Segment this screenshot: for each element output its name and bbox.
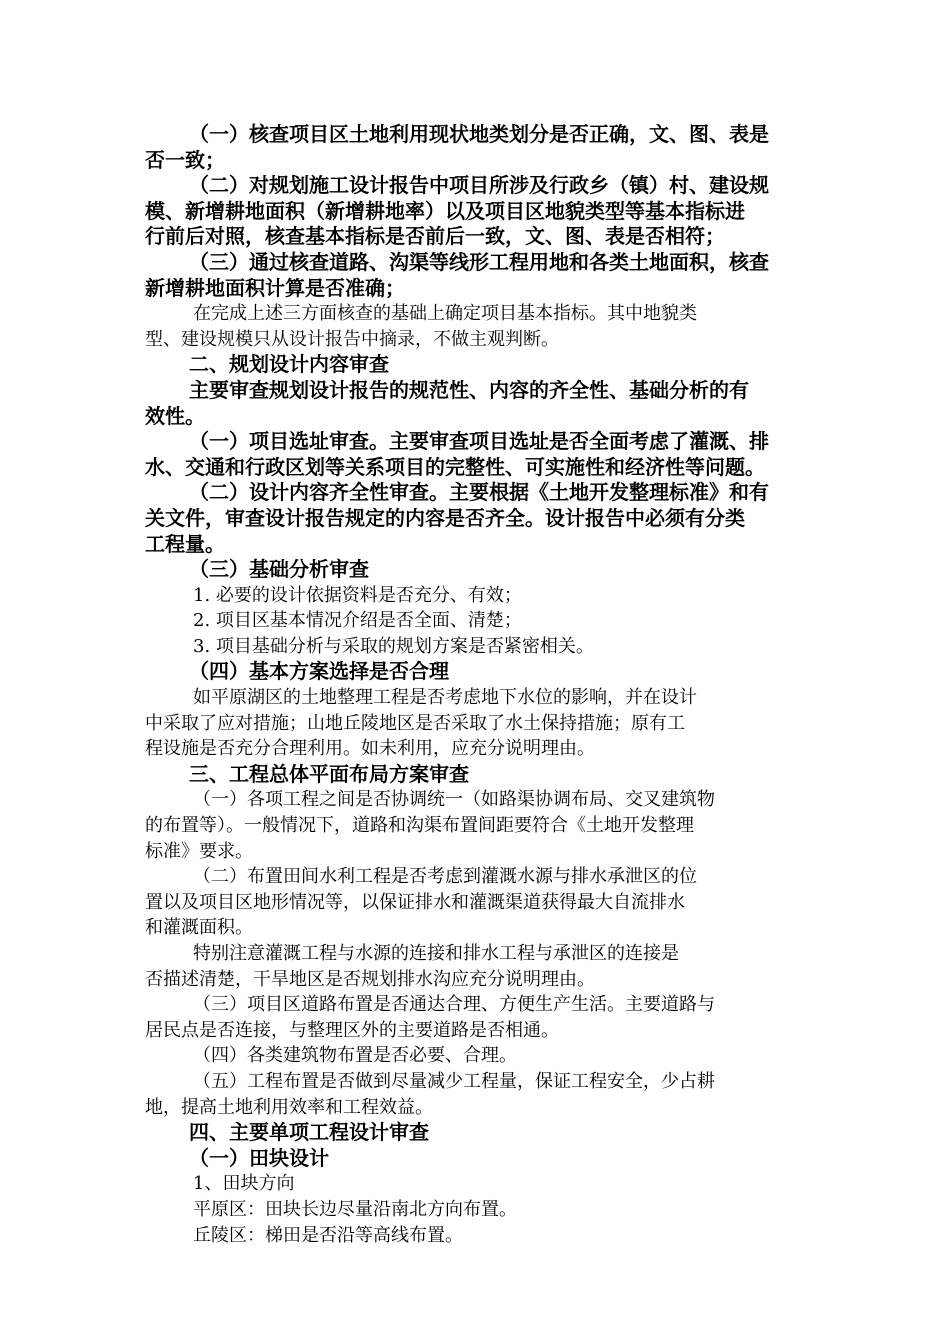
text-line: 如平原湖区的土地整理工程是否考虑地下水位的影响，并在设计 bbox=[193, 687, 697, 709]
text-line: 型、建设规模只从设计报告中摘录，不做主观判断。 bbox=[145, 328, 559, 350]
text-line: 居民点是否连接，与整理区外的主要道路是否相通。 bbox=[145, 1019, 559, 1041]
text-line: 水、交通和行政区划等关系项目的完整性、可实施性和经济性等问题。 bbox=[145, 454, 765, 479]
text-line: 在完成上述三方面核查的基础上确定项目基本指标。其中地貌类 bbox=[193, 303, 697, 325]
text-line: （一）各项工程之间是否协调统一（如路渠协调布局、交叉建筑物 bbox=[193, 789, 715, 811]
text-line: 关文件，审查设计报告规定的内容是否齐全。设计报告中必须有分类 bbox=[145, 505, 745, 530]
text-line: 2. 项目区基本情况介绍是否全面、清楚； bbox=[193, 610, 522, 632]
text-line: 特别注意灌溉工程与水源的连接和排水工程与承泄区的连接是 bbox=[193, 943, 679, 964]
text-line: （三）基础分析审查 bbox=[189, 557, 369, 582]
text-line: 模、新增耕地面积（新增耕地率）以及项目区地貌类型等基本指标进 bbox=[145, 198, 745, 223]
text-line: 和灌溉面积。 bbox=[145, 917, 253, 939]
text-line: 工程量。 bbox=[145, 531, 225, 556]
text-line: 1. 必要的设计依据资料是否充分、有效； bbox=[193, 584, 522, 606]
text-line: 3. 项目基础分析与采取的规划方案是否紧密相关。 bbox=[193, 635, 594, 657]
text-line: （五）工程布置是否做到尽量减少工程量，保证工程安全，少占耕 bbox=[193, 1070, 715, 1092]
text-line: 地，提高土地利用效率和工程效益。 bbox=[145, 1096, 433, 1118]
text-line: （一）核查项目区土地利用现状地类划分是否正确，文、图、表是 bbox=[189, 122, 769, 146]
text-line: 标准》要求。 bbox=[145, 840, 253, 862]
text-line: （三）通过核查道路、沟渠等线形工程用地和各类土地面积，核查 bbox=[189, 249, 769, 274]
text-line: 主要审查规划设计报告的规范性、内容的齐全性、基础分析的有 bbox=[189, 377, 749, 402]
text-line: （一）项目选址审查。主要审查项目选址是否全面考虑了灌溉、排 bbox=[189, 429, 769, 454]
text-line: 效性。 bbox=[145, 403, 205, 428]
text-line: （一）田块设计 bbox=[189, 1145, 329, 1170]
text-line: 置以及项目区地形情况等，以保证排水和灌溉渠道获得最大自流排水 bbox=[145, 891, 685, 913]
text-line: 平原区：田块长边尽量沿南北方向布置。 bbox=[193, 1198, 517, 1220]
text-line: 程设施是否充分合理利用。如未利用，应充分说明理由。 bbox=[145, 738, 595, 760]
text-line: （三）项目区道路布置是否通达合理、方便生产生活。主要道路与 bbox=[193, 994, 715, 1016]
text-line: 四、主要单项工程设计审查 bbox=[189, 1120, 429, 1145]
text-line: 丘陵区：梯田是否沿等高线布置。 bbox=[193, 1224, 463, 1246]
text-line: （二）布置田间水利工程是否考虑到灌溉水源与排水承泄区的位 bbox=[193, 866, 697, 888]
text-line: （二）设计内容齐全性审查。主要根据《土地开发整理标准》和有 bbox=[189, 480, 769, 505]
text-line: 的布置等）。一般情况下，道路和沟渠布置间距要符合《土地开发整理 bbox=[145, 815, 694, 837]
text-line: （四）基本方案选择是否合理 bbox=[189, 659, 449, 684]
text-line: （二）对规划施工设计报告中项目所涉及行政乡（镇）村、建设规 bbox=[189, 173, 769, 198]
text-line: 二、规划设计内容审查 bbox=[189, 352, 389, 377]
text-line: 否一致； bbox=[145, 147, 225, 172]
text-line: 1、田块方向 bbox=[193, 1173, 295, 1195]
text-line: 中采取了应对措施；山地丘陵地区是否采取了水土保持措施；原有工 bbox=[145, 712, 685, 734]
text-line: 三、工程总体平面布局方案审查 bbox=[189, 761, 469, 786]
text-line: 行前后对照，核查基本指标是否前后一致，文、图、表是否相符； bbox=[145, 224, 725, 249]
text-line: 否描述清楚，干旱地区是否规划排水沟应充分说明理由。 bbox=[145, 968, 595, 990]
text-line: 新增耕地面积计算是否准确； bbox=[145, 275, 405, 300]
document-body bbox=[145, 122, 815, 1248]
text-line: （四）各类建筑物布置是否必要、合理。 bbox=[193, 1045, 517, 1067]
